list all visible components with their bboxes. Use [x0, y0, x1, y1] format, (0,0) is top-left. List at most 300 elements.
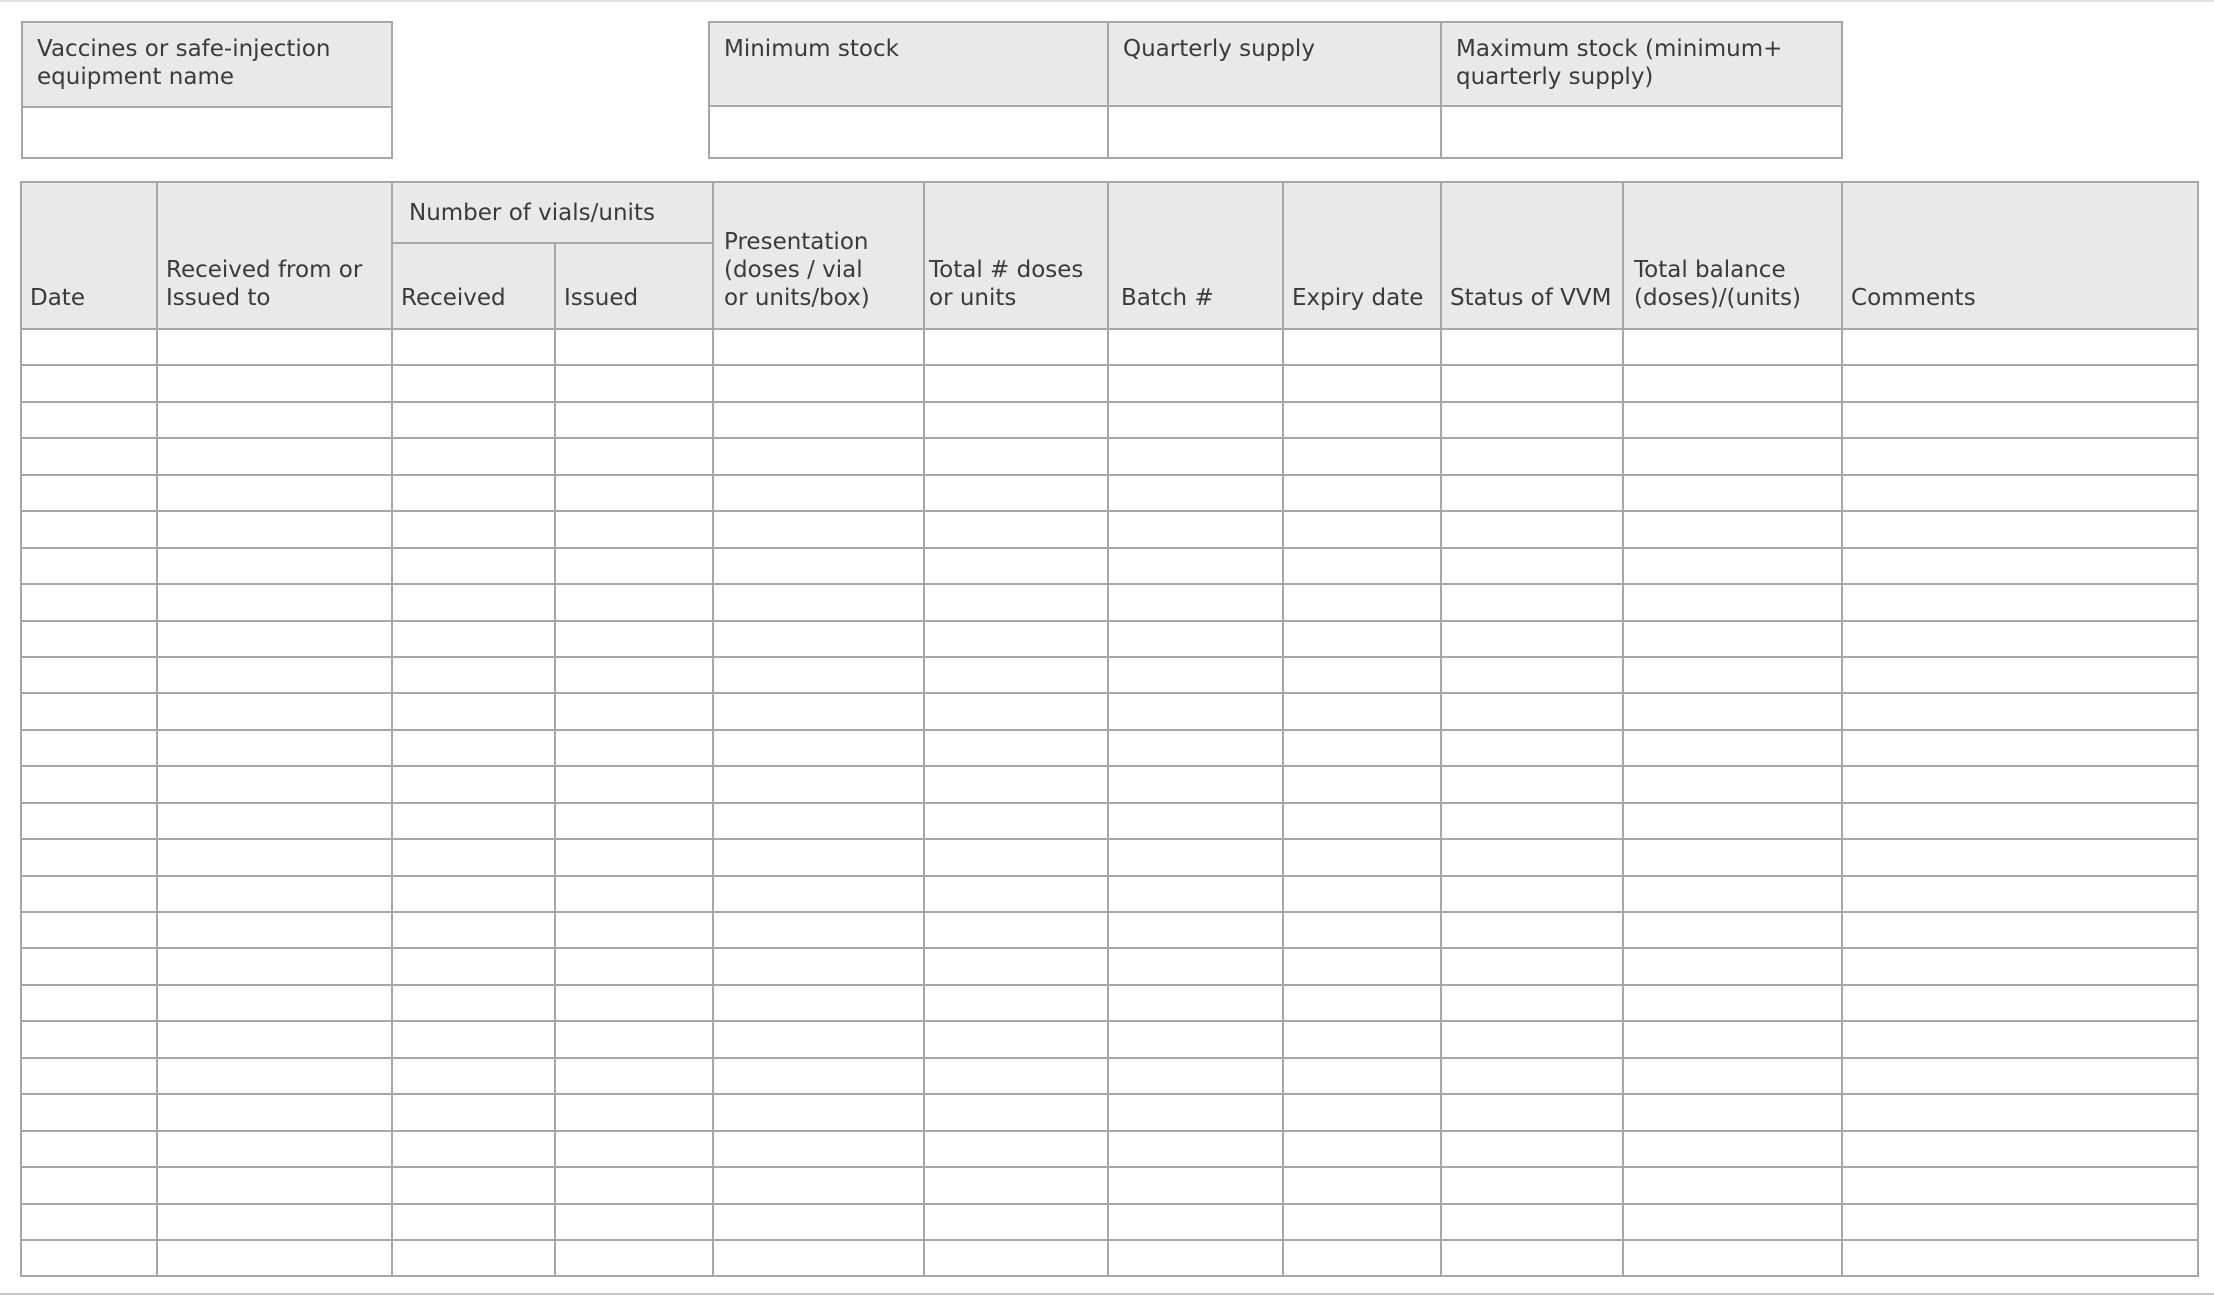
comments-cell[interactable]	[1842, 730, 2198, 766]
batch-cell[interactable]	[1108, 948, 1283, 984]
received-cell[interactable]	[392, 912, 555, 948]
comments-cell[interactable]	[1842, 1167, 2198, 1203]
total-balance-cell[interactable]	[1623, 402, 1842, 438]
presentation-cell[interactable]	[713, 839, 924, 875]
issued-cell[interactable]	[555, 1021, 713, 1057]
total-doses-cell[interactable]	[924, 839, 1108, 875]
status-vvm-cell[interactable]	[1441, 402, 1623, 438]
batch-cell[interactable]	[1108, 985, 1283, 1021]
comments-cell[interactable]	[1842, 839, 2198, 875]
batch-cell[interactable]	[1108, 912, 1283, 948]
batch-cell[interactable]	[1108, 1240, 1283, 1276]
total-doses-cell[interactable]	[924, 438, 1108, 474]
expiry-date-cell[interactable]	[1283, 1167, 1441, 1203]
expiry-date-cell[interactable]	[1283, 584, 1441, 620]
status-vvm-cell[interactable]	[1441, 1167, 1623, 1203]
presentation-cell[interactable]	[713, 1204, 924, 1240]
status-vvm-cell[interactable]	[1441, 766, 1623, 802]
total-doses-cell[interactable]	[924, 1094, 1108, 1130]
total-doses-cell[interactable]	[924, 365, 1108, 401]
status-vvm-cell[interactable]	[1441, 985, 1623, 1021]
status-vvm-cell[interactable]	[1441, 948, 1623, 984]
expiry-date-cell[interactable]	[1283, 985, 1441, 1021]
received-cell[interactable]	[392, 657, 555, 693]
status-vvm-header-text: Status of VVM	[1450, 285, 1612, 311]
status-vvm-cell[interactable]	[1441, 1094, 1623, 1130]
status-vvm-cell[interactable]	[1441, 365, 1623, 401]
total-doses-cell[interactable]	[924, 1058, 1108, 1094]
received-from-cell[interactable]	[157, 365, 392, 401]
presentation-cell[interactable]	[713, 402, 924, 438]
vaccine-name-field[interactable]	[22, 107, 392, 158]
total-balance-cell[interactable]	[1623, 1094, 1842, 1130]
issued-cell[interactable]	[555, 948, 713, 984]
status-vvm-cell[interactable]	[1441, 621, 1623, 657]
received-from-cell[interactable]	[157, 1204, 392, 1240]
expiry-date-cell[interactable]	[1283, 730, 1441, 766]
total-balance-cell[interactable]	[1623, 1058, 1842, 1094]
issued-cell[interactable]	[555, 1240, 713, 1276]
table-row	[21, 1021, 2198, 1057]
status-vvm-cell[interactable]	[1441, 912, 1623, 948]
batch-cell[interactable]	[1108, 1204, 1283, 1240]
status-vvm-cell[interactable]	[1441, 657, 1623, 693]
expiry-date-cell[interactable]	[1283, 657, 1441, 693]
total-balance-cell[interactable]	[1623, 912, 1842, 948]
total-balance-cell[interactable]	[1623, 730, 1842, 766]
received-from-cell[interactable]	[157, 657, 392, 693]
received-from-cell[interactable]	[157, 329, 392, 365]
total-doses-cell[interactable]	[924, 548, 1108, 584]
date-cell[interactable]	[21, 475, 157, 511]
received-from-cell[interactable]	[157, 803, 392, 839]
received-from-cell[interactable]	[157, 1167, 392, 1203]
status-vvm-cell[interactable]	[1441, 329, 1623, 365]
received-cell[interactable]	[392, 1058, 555, 1094]
received-cell[interactable]	[392, 438, 555, 474]
received-cell[interactable]	[392, 365, 555, 401]
table-row	[21, 948, 2198, 984]
expiry-date-cell[interactable]	[1283, 402, 1441, 438]
date-cell[interactable]	[21, 1240, 157, 1276]
table-row	[21, 1240, 2198, 1276]
date-cell[interactable]	[21, 657, 157, 693]
received-cell[interactable]	[392, 803, 555, 839]
date-cell[interactable]	[21, 730, 157, 766]
received-from-cell[interactable]	[157, 876, 392, 912]
received-from-cell[interactable]	[157, 511, 392, 547]
status-vvm-cell[interactable]	[1441, 548, 1623, 584]
comments-cell[interactable]	[1842, 693, 2198, 729]
expiry-date-cell[interactable]	[1283, 803, 1441, 839]
batch-cell[interactable]	[1108, 584, 1283, 620]
quarterly-supply-field[interactable]	[1108, 106, 1441, 158]
total-doses-cell[interactable]	[924, 766, 1108, 802]
comments-cell[interactable]	[1842, 1204, 2198, 1240]
date-cell[interactable]	[21, 438, 157, 474]
received-from-cell[interactable]	[157, 1240, 392, 1276]
total-doses-cell[interactable]	[924, 730, 1108, 766]
received-cell[interactable]	[392, 329, 555, 365]
expiry-date-cell[interactable]	[1283, 548, 1441, 584]
batch-cell[interactable]	[1108, 548, 1283, 584]
received-header	[392, 243, 555, 329]
expiry-date-cell[interactable]	[1283, 1021, 1441, 1057]
date-cell[interactable]	[21, 803, 157, 839]
date-cell[interactable]	[21, 839, 157, 875]
total-doses-cell[interactable]	[924, 475, 1108, 511]
total-balance-cell[interactable]	[1623, 1021, 1842, 1057]
received-cell[interactable]	[392, 766, 555, 802]
presentation-cell[interactable]	[713, 1094, 924, 1130]
received-cell[interactable]	[392, 839, 555, 875]
comments-cell[interactable]	[1842, 985, 2198, 1021]
expiry-date-cell[interactable]	[1283, 1058, 1441, 1094]
expiry-date-cell[interactable]	[1283, 1204, 1441, 1240]
comments-cell[interactable]	[1842, 1094, 2198, 1130]
vaccine-name-label	[22, 22, 392, 107]
presentation-cell[interactable]	[713, 1021, 924, 1057]
presentation-cell[interactable]	[713, 948, 924, 984]
received-from-cell[interactable]	[157, 1021, 392, 1057]
date-cell[interactable]	[21, 548, 157, 584]
date-cell[interactable]	[21, 1058, 157, 1094]
total-doses-cell[interactable]	[924, 621, 1108, 657]
total-balance-cell[interactable]	[1623, 985, 1842, 1021]
date-cell[interactable]	[21, 1021, 157, 1057]
total-balance-cell[interactable]	[1623, 548, 1842, 584]
issued-cell[interactable]	[555, 730, 713, 766]
batch-cell[interactable]	[1108, 693, 1283, 729]
batch-cell[interactable]	[1108, 1058, 1283, 1094]
date-cell[interactable]	[21, 1167, 157, 1203]
presentation-cell[interactable]	[713, 1131, 924, 1167]
total-balance-cell[interactable]	[1623, 803, 1842, 839]
comments-cell[interactable]	[1842, 912, 2198, 948]
expiry-date-cell[interactable]	[1283, 912, 1441, 948]
presentation-cell[interactable]	[713, 475, 924, 511]
presentation-cell[interactable]	[713, 365, 924, 401]
issued-cell[interactable]	[555, 766, 713, 802]
received-cell[interactable]	[392, 1240, 555, 1276]
received-cell[interactable]	[392, 730, 555, 766]
batch-cell[interactable]	[1108, 766, 1283, 802]
total-balance-cell[interactable]	[1623, 876, 1842, 912]
batch-cell[interactable]	[1108, 475, 1283, 511]
received-from-cell[interactable]	[157, 548, 392, 584]
issued-cell[interactable]	[555, 402, 713, 438]
expiry-date-cell[interactable]	[1283, 365, 1441, 401]
received-from-cell[interactable]	[157, 693, 392, 729]
status-vvm-cell[interactable]	[1441, 1058, 1623, 1094]
received-cell[interactable]	[392, 876, 555, 912]
presentation-cell[interactable]	[713, 876, 924, 912]
batch-cell[interactable]	[1108, 803, 1283, 839]
comments-cell[interactable]	[1842, 803, 2198, 839]
total-balance-cell[interactable]	[1623, 621, 1842, 657]
expiry-date-cell[interactable]	[1283, 1240, 1441, 1276]
batch-cell[interactable]	[1108, 839, 1283, 875]
status-vvm-cell[interactable]	[1441, 438, 1623, 474]
received-cell[interactable]	[392, 1094, 555, 1130]
expiry-date-cell[interactable]	[1283, 621, 1441, 657]
presentation-cell[interactable]	[713, 912, 924, 948]
status-vvm-cell[interactable]	[1441, 839, 1623, 875]
status-vvm-cell[interactable]	[1441, 475, 1623, 511]
received-cell[interactable]	[392, 548, 555, 584]
date-cell[interactable]	[21, 621, 157, 657]
comments-cell[interactable]	[1842, 876, 2198, 912]
total-doses-cell[interactable]	[924, 657, 1108, 693]
presentation-cell[interactable]	[713, 985, 924, 1021]
issued-cell[interactable]	[555, 548, 713, 584]
status-vvm-cell[interactable]	[1441, 1131, 1623, 1167]
issued-cell[interactable]	[555, 1167, 713, 1203]
received-from-cell[interactable]	[157, 1094, 392, 1130]
maximum-stock-field[interactable]	[1441, 106, 1842, 158]
total-doses-cell[interactable]	[924, 912, 1108, 948]
received-cell[interactable]	[392, 511, 555, 547]
table-row	[21, 657, 2198, 693]
presentation-cell[interactable]	[713, 730, 924, 766]
total-doses-cell[interactable]	[924, 693, 1108, 729]
expiry-date-cell[interactable]	[1283, 693, 1441, 729]
received-cell[interactable]	[392, 693, 555, 729]
expiry-date-cell[interactable]	[1283, 475, 1441, 511]
received-from-cell[interactable]	[157, 475, 392, 511]
issued-cell[interactable]	[555, 438, 713, 474]
date-cell[interactable]	[21, 912, 157, 948]
received-cell[interactable]	[392, 1131, 555, 1167]
comments-cell[interactable]	[1842, 1021, 2198, 1057]
received-from-cell[interactable]	[157, 584, 392, 620]
expiry-date-cell[interactable]	[1283, 766, 1441, 802]
batch-cell[interactable]	[1108, 1131, 1283, 1167]
comments-cell[interactable]	[1842, 438, 2198, 474]
status-vvm-cell[interactable]	[1441, 1240, 1623, 1276]
comments-cell[interactable]	[1842, 548, 2198, 584]
total-doses-cell[interactable]	[924, 584, 1108, 620]
total-doses-cell[interactable]	[924, 329, 1108, 365]
received-cell[interactable]	[392, 475, 555, 511]
comments-cell[interactable]	[1842, 365, 2198, 401]
table-row	[21, 839, 2198, 875]
batch-cell[interactable]	[1108, 1167, 1283, 1203]
received-from-cell[interactable]	[157, 1058, 392, 1094]
date-cell[interactable]	[21, 1094, 157, 1130]
issued-cell[interactable]	[555, 365, 713, 401]
presentation-cell[interactable]	[713, 803, 924, 839]
total-doses-cell[interactable]	[924, 1021, 1108, 1057]
presentation-cell[interactable]	[713, 621, 924, 657]
date-cell[interactable]	[21, 766, 157, 802]
total-balance-cell[interactable]	[1623, 657, 1842, 693]
received-from-cell[interactable]	[157, 1131, 392, 1167]
presentation-cell[interactable]	[713, 766, 924, 802]
comments-cell[interactable]	[1842, 1240, 2198, 1276]
total-doses-cell[interactable]	[924, 1240, 1108, 1276]
comments-cell[interactable]	[1842, 584, 2198, 620]
total-doses-cell[interactable]	[924, 402, 1108, 438]
comments-cell[interactable]	[1842, 948, 2198, 984]
issued-cell[interactable]	[555, 1204, 713, 1240]
comments-cell[interactable]	[1842, 621, 2198, 657]
received-cell[interactable]	[392, 985, 555, 1021]
total-balance-cell[interactable]	[1623, 475, 1842, 511]
total-balance-cell[interactable]	[1623, 948, 1842, 984]
total-doses-cell[interactable]	[924, 511, 1108, 547]
issued-cell[interactable]	[555, 1131, 713, 1167]
comments-cell[interactable]	[1842, 329, 2198, 365]
issued-cell[interactable]	[555, 839, 713, 875]
received-cell[interactable]	[392, 1021, 555, 1057]
expiry-date-cell[interactable]	[1283, 1094, 1441, 1130]
received-from-cell[interactable]	[157, 766, 392, 802]
issued-cell[interactable]	[555, 912, 713, 948]
expiry-date-cell[interactable]	[1283, 876, 1441, 912]
total-doses-cell[interactable]	[924, 1131, 1108, 1167]
total-doses-cell[interactable]	[924, 1167, 1108, 1203]
date-cell[interactable]	[21, 1131, 157, 1167]
status-vvm-cell[interactable]	[1441, 876, 1623, 912]
received-cell[interactable]	[392, 1204, 555, 1240]
issued-cell[interactable]	[555, 876, 713, 912]
total-balance-cell[interactable]	[1623, 329, 1842, 365]
total-balance-cell[interactable]	[1623, 766, 1842, 802]
batch-cell[interactable]	[1108, 365, 1283, 401]
date-cell[interactable]	[21, 511, 157, 547]
status-vvm-cell[interactable]	[1441, 803, 1623, 839]
issued-cell[interactable]	[555, 657, 713, 693]
issued-cell[interactable]	[555, 329, 713, 365]
presentation-cell[interactable]	[713, 1240, 924, 1276]
batch-cell[interactable]	[1108, 438, 1283, 474]
received-from-cell[interactable]	[157, 438, 392, 474]
total-doses-cell[interactable]	[924, 985, 1108, 1021]
expiry-date-cell[interactable]	[1283, 329, 1441, 365]
date-cell[interactable]	[21, 402, 157, 438]
batch-cell[interactable]	[1108, 402, 1283, 438]
batch-cell[interactable]	[1108, 1021, 1283, 1057]
presentation-cell[interactable]	[713, 1058, 924, 1094]
issued-cell[interactable]	[555, 803, 713, 839]
received-cell[interactable]	[392, 584, 555, 620]
date-cell[interactable]	[21, 584, 157, 620]
total-doses-cell[interactable]	[924, 876, 1108, 912]
expiry-date-cell[interactable]	[1283, 948, 1441, 984]
total-balance-cell[interactable]	[1623, 1240, 1842, 1276]
total-doses-cell[interactable]	[924, 803, 1108, 839]
issued-cell[interactable]	[555, 693, 713, 729]
status-vvm-cell[interactable]	[1441, 1204, 1623, 1240]
batch-cell[interactable]	[1108, 621, 1283, 657]
issued-cell[interactable]	[555, 511, 713, 547]
issued-cell[interactable]	[555, 985, 713, 1021]
received-from-cell[interactable]	[157, 730, 392, 766]
presentation-cell[interactable]	[713, 584, 924, 620]
presentation-cell[interactable]	[713, 693, 924, 729]
presentation-cell[interactable]	[713, 511, 924, 547]
presentation-cell[interactable]	[713, 1167, 924, 1203]
date-cell[interactable]	[21, 693, 157, 729]
total-balance-cell[interactable]	[1623, 839, 1842, 875]
total-balance-cell[interactable]	[1623, 1131, 1842, 1167]
batch-cell[interactable]	[1108, 730, 1283, 766]
table-row	[21, 511, 2198, 547]
received-cell[interactable]	[392, 1167, 555, 1203]
expiry-date-cell[interactable]	[1283, 839, 1441, 875]
date-cell[interactable]	[21, 948, 157, 984]
received-cell[interactable]	[392, 402, 555, 438]
expiry-date-cell[interactable]	[1283, 1131, 1441, 1167]
batch-cell[interactable]	[1108, 657, 1283, 693]
comments-cell[interactable]	[1842, 766, 2198, 802]
comments-cell[interactable]	[1842, 475, 2198, 511]
date-cell[interactable]	[21, 329, 157, 365]
date-cell[interactable]	[21, 365, 157, 401]
batch-cell[interactable]	[1108, 329, 1283, 365]
status-vvm-cell[interactable]	[1441, 584, 1623, 620]
status-vvm-cell[interactable]	[1441, 730, 1623, 766]
comments-cell[interactable]	[1842, 511, 2198, 547]
date-cell[interactable]	[21, 1204, 157, 1240]
presentation-cell[interactable]	[713, 438, 924, 474]
total-balance-cell[interactable]	[1623, 584, 1842, 620]
received-cell[interactable]	[392, 621, 555, 657]
comments-cell[interactable]	[1842, 657, 2198, 693]
total-doses-cell[interactable]	[924, 948, 1108, 984]
received-from-cell[interactable]	[157, 621, 392, 657]
received-from-cell[interactable]	[157, 948, 392, 984]
date-cell[interactable]	[21, 876, 157, 912]
issued-cell[interactable]	[555, 1058, 713, 1094]
presentation-cell[interactable]	[713, 548, 924, 584]
batch-cell[interactable]	[1108, 1094, 1283, 1130]
presentation-cell[interactable]	[713, 329, 924, 365]
issued-cell[interactable]	[555, 584, 713, 620]
table-row	[21, 584, 2198, 620]
status-vvm-cell[interactable]	[1441, 693, 1623, 729]
received-from-cell[interactable]	[157, 912, 392, 948]
total-balance-cell[interactable]	[1623, 1204, 1842, 1240]
total-balance-cell[interactable]	[1623, 365, 1842, 401]
expiry-date-cell[interactable]	[1283, 438, 1441, 474]
presentation-cell[interactable]	[713, 657, 924, 693]
comments-cell[interactable]	[1842, 1131, 2198, 1167]
status-vvm-cell[interactable]	[1441, 1021, 1623, 1057]
total-balance-cell[interactable]	[1623, 693, 1842, 729]
received-from-cell[interactable]	[157, 402, 392, 438]
batch-cell[interactable]	[1108, 876, 1283, 912]
issued-cell[interactable]	[555, 621, 713, 657]
expiry-date-cell[interactable]	[1283, 511, 1441, 547]
batch-cell[interactable]	[1108, 511, 1283, 547]
total-balance-cell[interactable]	[1623, 511, 1842, 547]
total-doses-cell[interactable]	[924, 1204, 1108, 1240]
total-balance-cell[interactable]	[1623, 438, 1842, 474]
received-from-cell[interactable]	[157, 839, 392, 875]
issued-cell[interactable]	[555, 475, 713, 511]
status-vvm-cell[interactable]	[1441, 511, 1623, 547]
comments-cell[interactable]	[1842, 1058, 2198, 1094]
comments-cell[interactable]	[1842, 402, 2198, 438]
minimum-stock-field[interactable]	[709, 106, 1108, 158]
total-balance-cell[interactable]	[1623, 1167, 1842, 1203]
issued-cell[interactable]	[555, 1094, 713, 1130]
date-cell[interactable]	[21, 985, 157, 1021]
received-cell[interactable]	[392, 948, 555, 984]
received-from-cell[interactable]	[157, 985, 392, 1021]
